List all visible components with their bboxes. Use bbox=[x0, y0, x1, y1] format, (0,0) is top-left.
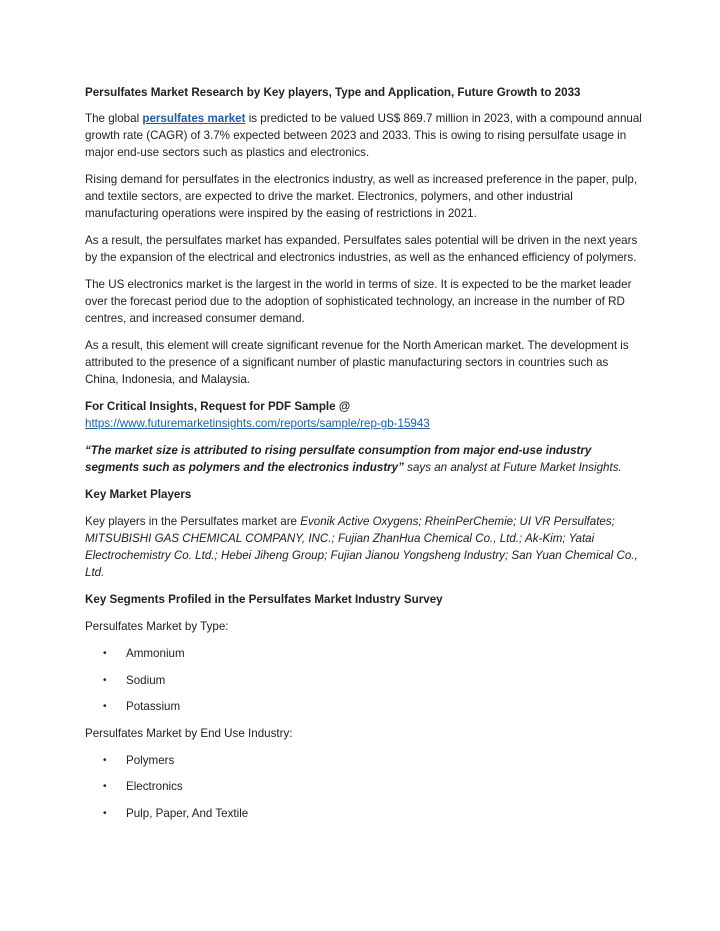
list-item: • Electronics bbox=[103, 780, 183, 793]
paragraph-intro bbox=[85, 110, 645, 161]
key-players-intro: Key players in the Persulfates market are bbox=[85, 515, 301, 528]
bullet-icon: • bbox=[103, 674, 107, 686]
key-players-list: Evonik Active Oxygens; RheinPerChemie; UI VR Persulfates; MITSUBISHI GAS CHEMICAL COMPANY, INC.; Fujian ZhanHua Chemical Co., Ltd.; Ak-Kim; Yatai Electrochemistry Co. Ltd.; Hebei Jiheng Group; Fujian Jianou Yongsheng Industry; San Yuan Chemical Co., Ltd. bbox=[85, 515, 638, 579]
list-item: • Pulp, Paper, And Textile bbox=[103, 806, 249, 820]
quote-attribution: says an analyst at Future Market Insights. bbox=[403, 461, 622, 474]
key-players-paragraph bbox=[85, 513, 645, 581]
persulfates-market-link[interactable]: persulfates market bbox=[142, 112, 246, 125]
by-type-list bbox=[85, 645, 645, 725]
by-end-use-label: Persulfates Market by End Use Industry: bbox=[85, 726, 293, 740]
key-segments-heading: Key Segments Profiled in the Persulfates Market Industry Survey bbox=[85, 593, 443, 606]
pdf-sample-link[interactable]: https://www.futuremarketinsights.com/reports/sample/rep-gb-15943 bbox=[85, 417, 430, 430]
paragraph-demand: Rising demand for persulfates in the electronics industry, as well as increased preference in the paper, pulp, and textile sectors, are expected to drive the market. Electronics, polymers, and other industrial manufacturing operations were inspired by the easing of restrictions in 2021. bbox=[85, 173, 638, 220]
bullet-icon: • bbox=[103, 701, 107, 712]
pdf-sample-label: For Critical Insights, Request for PDF Sample @ bbox=[85, 400, 351, 413]
bullet-icon: • bbox=[103, 648, 107, 659]
list-item: • Potassium bbox=[103, 700, 181, 713]
bullet-icon: • bbox=[103, 781, 107, 792]
analyst-quote bbox=[85, 442, 645, 476]
list-item: • Polymers bbox=[103, 753, 175, 767]
key-players-heading: Key Market Players bbox=[85, 488, 192, 501]
paragraph-us-market: The US electronics market is the largest in the world in terms of size. It is expected to be the market leader over the forecast period due to the adoption of sophisticated technology, an increase in the number of RD centres, and increased consumer demand. bbox=[85, 278, 632, 325]
bullet-icon: • bbox=[103, 754, 107, 766]
document-title: Persulfates Market Research by Key players, Type and Application, Future Growth to 2033 bbox=[85, 86, 581, 99]
document-page bbox=[85, 84, 645, 831]
by-end-use-list bbox=[85, 752, 645, 832]
list-item: • Ammonium bbox=[103, 647, 185, 660]
quote-text: “The market size is attributed to rising persulfate consumption from major end-use industry segments such as polymers and the electronics industry” bbox=[85, 444, 592, 474]
list-item: • Sodium bbox=[103, 673, 166, 687]
by-type-label: Persulfates Market by Type: bbox=[85, 620, 229, 633]
intro-text-post: is predicted to be valued US$ 869.7 million in 2023, with a compound annual growth rate (CAGR) of 3.7% expected between 2023 and 2033. This is owing to rising persulfate usage in major end-use sectors such as plastics and electronics. bbox=[85, 112, 642, 159]
bullet-icon: • bbox=[103, 807, 107, 819]
paragraph-north-america: As a result, this element will create significant revenue for the North American market. The development is attributed to the presence of a significant number of plastic manufacturing sectors in countries such as China, Indonesia, and Malaysia. bbox=[85, 339, 629, 386]
intro-text-pre: The global bbox=[85, 112, 143, 125]
pdf-sample-request bbox=[85, 398, 645, 432]
paragraph-expansion: As a result, the persulfates market has expanded. Persulfates sales potential will be driven in the next years by the expansion of the electrical and electronics industries, as well as the enhanced efficiency of polymers. bbox=[85, 234, 638, 264]
